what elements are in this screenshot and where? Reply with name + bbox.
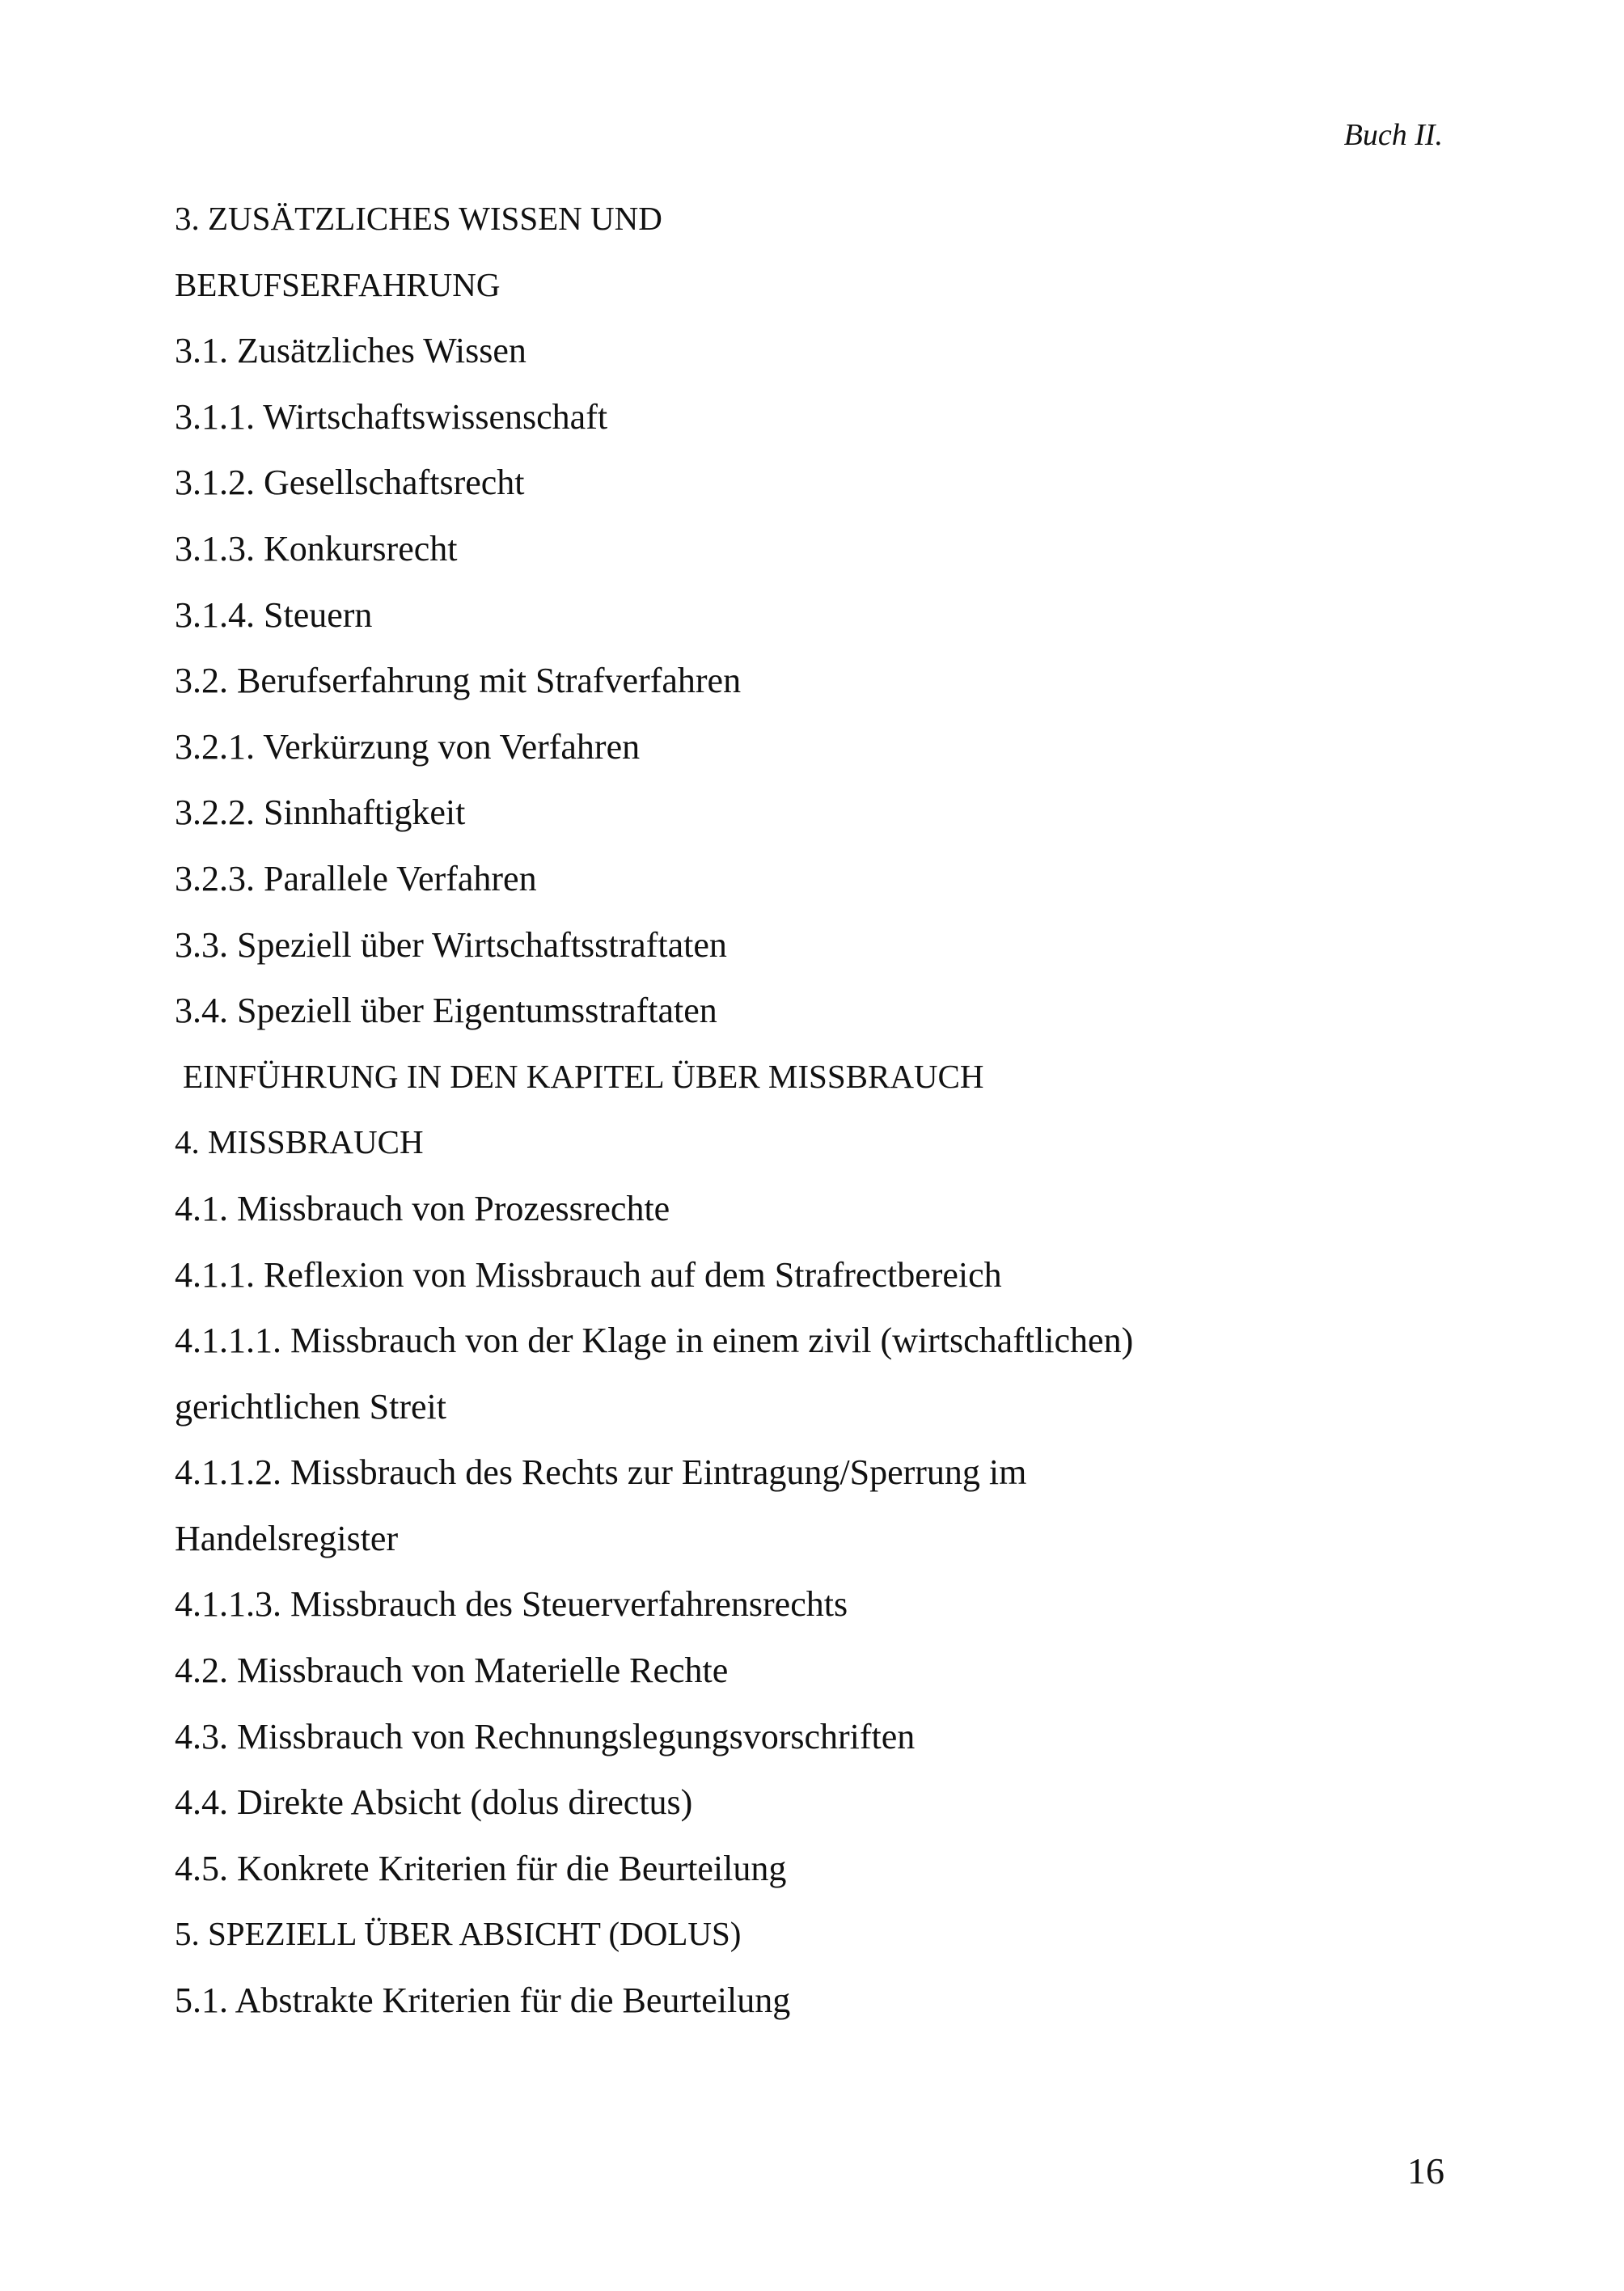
toc-entry: 3.1. Zusätzliches Wissen: [175, 331, 527, 371]
toc-entry: 3.1.4. Steuern: [175, 594, 373, 635]
toc-entry: 4.4. Direkte Absicht (dolus directus): [175, 1782, 693, 1823]
toc-entry: 3.4. Speziell über Eigentumsstraftaten: [175, 991, 717, 1031]
toc-entry: 4.3. Missbrauch von Rechnungslegungsvorschriften: [175, 1716, 916, 1756]
toc-entry-continuation: gerichtlichen Streit: [175, 1386, 446, 1427]
toc-entry-continuation: Handelsregister: [175, 1518, 399, 1558]
toc-heading-line: 3. ZUSÄTZLICHES WISSEN UND: [175, 200, 662, 237]
toc-entry: 4.2. Missbrauch von Materielle Rechte: [175, 1651, 729, 1691]
toc-entry: 4.1. Missbrauch von Prozessrechte: [175, 1188, 670, 1228]
toc-entry: 3.1.3. Konkursrecht: [175, 528, 458, 569]
toc-entry: 4.1.1.2. Missbrauch des Rechts zur Eintragung/Sperrung im: [175, 1452, 1027, 1493]
toc-entry: 3.1.1. Wirtschaftswissenschaft: [175, 396, 608, 437]
toc-heading-line: 4. MISSBRAUCH: [175, 1123, 424, 1161]
toc-entry: 4.1.1.3. Missbrauch des Steuerverfahrensrechts: [175, 1584, 848, 1625]
toc-entry: 3.2. Berufserfahrung mit Strafverfahren: [175, 661, 742, 701]
toc-entry: 5.1. Abstrakte Kriterien für die Beurteilung: [175, 1980, 791, 2021]
running-head: Buch II.: [1343, 118, 1443, 152]
toc-entry: 3.2.2. Sinnhaftigkeit: [175, 793, 466, 833]
toc-heading-line: EINFÜHRUNG IN DEN KAPITEL ÜBER MISSBRAUCH: [183, 1057, 984, 1095]
toc-entry: 4.5. Konkrete Kriterien für die Beurteilung: [175, 1848, 787, 1888]
toc-entry: 4.1.1. Reflexion von Missbrauch auf dem Strafrectbereich: [175, 1254, 1002, 1295]
toc-entry: 3.1.2. Gesellschaftsrecht: [175, 463, 525, 503]
toc-heading-line: 5. SPEZIELL ÜBER ABSICHT (DOLUS): [175, 1915, 742, 1953]
toc-entry: 3.2.1. Verkürzung von Verfahren: [175, 726, 641, 767]
toc-entry: 3.2.3. Parallele Verfahren: [175, 858, 537, 898]
toc-heading-line: BERUFSERFAHRUNG: [175, 265, 501, 303]
table-of-contents: [175, 186, 1469, 2034]
toc-entry: 3.3. Speziell über Wirtschaftsstraftaten: [175, 924, 727, 965]
page-number: 16: [1407, 2150, 1444, 2192]
toc-entry: 4.1.1.1. Missbrauch von der Klage in einem zivil (wirtschaftlichen): [175, 1321, 1134, 1361]
